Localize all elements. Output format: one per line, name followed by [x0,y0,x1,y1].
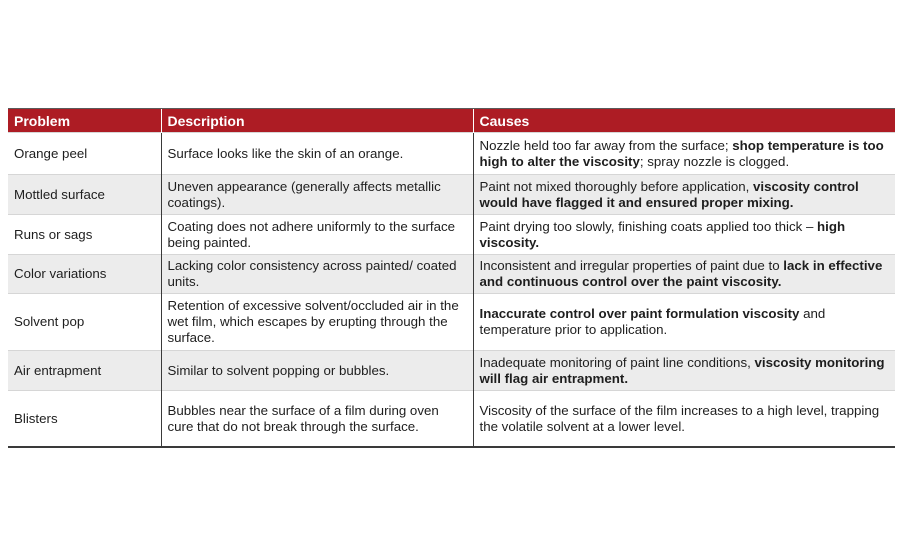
causes-cell [473,351,895,391]
causes-cell [473,255,895,294]
description-cell: Bubbles near the surface of a film during oven cure that do not break through the surface. [161,391,473,447]
table-header-row [8,109,895,133]
cause-segment: Paint drying too slowly, finishing coats applied too thick – [479,218,818,234]
description-cell: Coating does not adhere uniformly to the surface being painted. [161,215,473,255]
description-cell: Retention of excessive solvent/occluded air in the wet film, which escapes by erupting through the surface. [161,294,473,351]
cause-segment-bold: lack in effective and continuous control over the paint viscosity. [479,258,883,289]
description-cell: Surface looks like the skin of an orange. [161,133,473,175]
causes-cell [473,391,895,447]
cause-segment-bold: shop temperature is too high to alter the viscosity [479,137,884,169]
cause-segment-bold: viscosity monitoring will flag air entrapment. [479,354,885,386]
causes-cell [473,175,895,215]
description-cell: Uneven appearance (generally affects metallic coatings). [161,175,473,215]
cause-segment: Viscosity of the surface of the film increases to a high level, trapping the volatile solvent at a lower level. [479,402,880,434]
problem-cell: Color variations [8,255,161,294]
cause-segment-bold: high viscosity. [479,218,846,250]
cause-segment: ; spray nozzle is clogged. [639,153,790,169]
problem-cell: Blisters [8,391,161,447]
description-cell: Lacking color consistency across painted/ coated units. [161,255,473,294]
causes-cell [473,215,895,255]
table-row [8,175,895,215]
paint-defects-table-wrapper [8,108,895,448]
cause-segment: and temperature prior to application. [479,306,826,337]
cause-segment-bold: Inaccurate control over paint formulation viscosity [479,306,800,321]
header-causes: Causes [473,109,895,133]
table-row [8,133,895,175]
problem-cell: Solvent pop [8,294,161,351]
causes-cell [473,294,895,351]
problem-cell: Orange peel [8,133,161,175]
problem-cell: Runs or sags [8,215,161,255]
problem-cell: Mottled surface [8,175,161,215]
header-description: Description [161,109,473,133]
causes-cell [473,133,895,175]
cause-segment: Inadequate monitoring of paint line conditions, [479,354,755,370]
table-row [8,255,895,294]
header-problem: Problem [8,109,161,133]
table-row [8,294,895,351]
cause-segment-bold: viscosity control would have flagged it and ensured proper mixing. [479,178,859,210]
cause-segment: Inconsistent and irregular properties of paint due to [479,258,784,273]
table-row [8,215,895,255]
cause-segment: Nozzle held too far away from the surface; [479,137,733,153]
cause-segment: Paint not mixed thoroughly before application, [479,178,753,194]
paint-defects-table [8,109,895,446]
problem-cell: Air entrapment [8,351,161,391]
table-row [8,351,895,391]
table-row [8,391,895,447]
description-cell: Similar to solvent popping or bubbles. [161,351,473,391]
